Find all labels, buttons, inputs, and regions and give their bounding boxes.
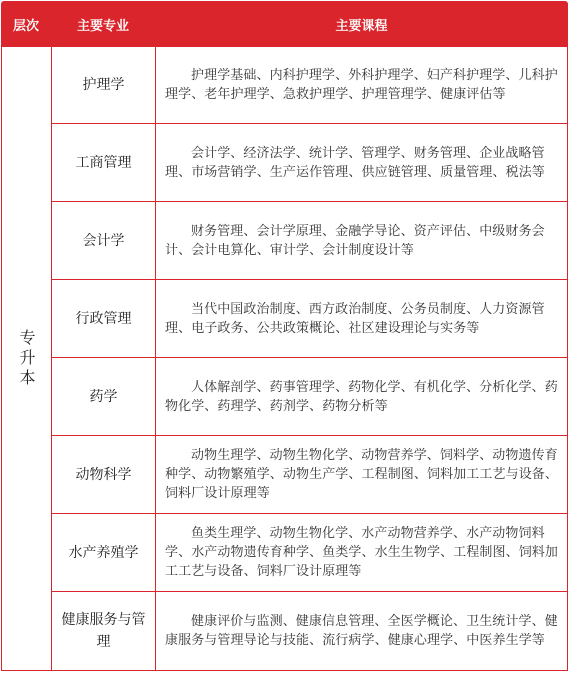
table-row: [52, 202, 568, 280]
curriculum-table: [1, 1, 568, 671]
major-name: 健康服务与管理: [52, 592, 156, 670]
table-row: [52, 514, 568, 592]
table-body: [1, 47, 568, 671]
level-label: 专升本: [17, 328, 36, 389]
major-name: 工商管理: [52, 124, 156, 201]
table-row: [52, 436, 568, 514]
course-list: 护理学基础、内科护理学、外科护理学、妇产科护理学、儿科护理学、老年护理学、急救护理学、护理管理学、健康评估等: [165, 68, 558, 102]
major-name: 药学: [52, 358, 156, 435]
table-row: [52, 358, 568, 436]
major-name: 护理学: [52, 47, 156, 123]
table-header: [1, 1, 568, 47]
header-major: 主要专业: [76, 18, 129, 34]
major-name: 行政管理: [52, 280, 156, 357]
header-courses: 主要课程: [335, 18, 388, 34]
table-row: [52, 280, 568, 358]
table-row: [52, 592, 568, 670]
course-list: 动物生理学、动物生物化学、动物营养学、饲料学、动物遗传育种学、动物繁殖学、动物生产学、工程制图、饲料加工工艺与设备、饲料厂设计原理等: [165, 448, 559, 501]
course-list: 健康评价与监测、健康信息管理、全医学概论、卫生统计学、健康服务与管理导论与技能、流行病学、健康心理学、中医养生学等: [165, 614, 558, 648]
major-name: 水产养殖学: [52, 514, 156, 591]
major-name: 会计学: [52, 202, 156, 279]
course-list: 鱼类生理学、动物生物化学、水产动物营养学、水产动物饲料学、水产动物遗传育种学、鱼类学、水生生物学、工程制图、饲料加工工艺与设备、饲料厂设计原理等: [165, 526, 559, 579]
table-row: [52, 47, 568, 124]
course-list: 财务管理、会计学原理、金融学导论、资产评估、中级财务会计、会计电算化、审计学、会计制度设计等: [165, 223, 545, 258]
table-row: [52, 124, 568, 202]
header-level: 层次: [12, 18, 39, 34]
course-list: 当代中国政治制度、西方政治制度、公务员制度、人力资源管理、电子政务、公共政策概论、社区建设理论与实务等: [165, 301, 545, 336]
level-cell: [2, 47, 52, 670]
major-name: 动物科学: [52, 436, 156, 513]
course-list: 人体解剖学、药事管理学、药物化学、有机化学、分析化学、药物化学、药理学、药剂学、药物分析等: [165, 379, 558, 414]
course-list: 会计学、经济法学、统计学、管理学、财务管理、企业战略管理、市场营销学、生产运作管理、供应链管理、质量管理、税法等: [165, 145, 545, 180]
